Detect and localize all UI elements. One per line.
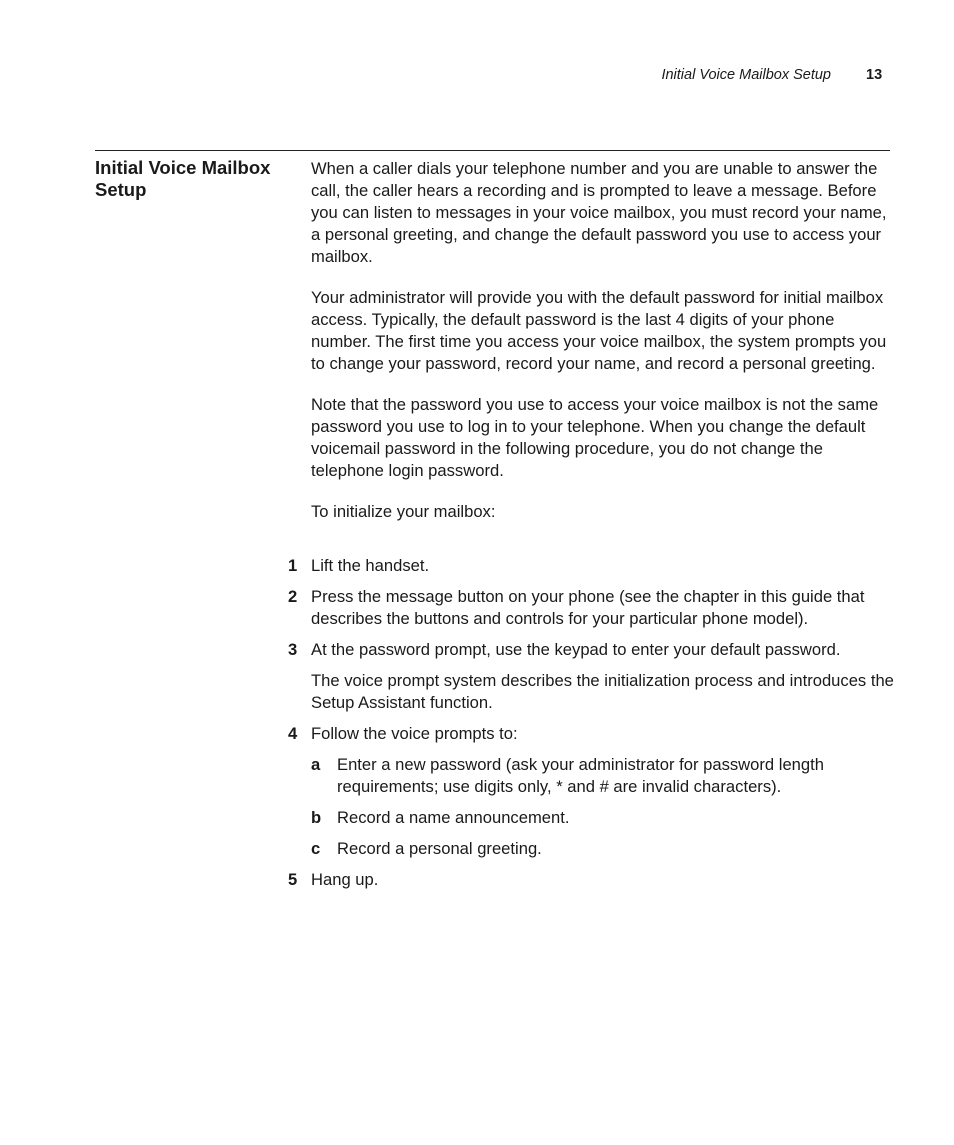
substep-text: Enter a new password (ask your administrator for password length requirements; use digits only, * and # are invalid characters). — [337, 755, 824, 796]
step-item — [286, 639, 896, 661]
step-number: 3 — [288, 640, 298, 659]
step-text: At the password prompt, use the keypad to enter your default password. — [311, 640, 841, 659]
running-title: Initial Voice Mailbox Setup — [661, 67, 831, 83]
step-item — [286, 723, 896, 745]
procedure-steps — [286, 555, 896, 900]
step-note: The voice prompt system describes the initialization process and introduces the Setup Assistant function. — [311, 671, 894, 712]
step-text: Press the message button on your phone (see the chapter in this guide that describes the buttons and controls for your particular phone model). — [311, 587, 865, 628]
substep-letter: a — [311, 755, 321, 774]
substep-item — [286, 807, 896, 829]
step-number: 2 — [288, 587, 298, 606]
note-paragraph: Note that the password you use to access your voice mailbox is not the same password you use to log in to your telephone. When you change the default voicemail password in the following procedure, you do not change the telephone login password. — [311, 395, 879, 480]
step-item — [286, 555, 896, 577]
step-item — [286, 869, 896, 891]
step-number: 1 — [288, 556, 298, 575]
section-title: Initial Voice Mailbox Setup — [95, 157, 271, 200]
procedure-intro: To initialize your mailbox: — [311, 502, 496, 521]
substep-text: Record a name announcement. — [337, 808, 570, 827]
step-text: Lift the handset. — [311, 556, 430, 575]
substep-item — [286, 838, 896, 860]
password-paragraph: Your administrator will provide you with the default password for initial mailbox access. Typically, the default password is the last 4 digits of your phone number. The first time you access your voice mailbox, the system prompts you to change your password, record your name, and record a personal greeting. — [311, 288, 887, 373]
substep-text: Record a personal greeting. — [337, 839, 542, 858]
substep-item — [286, 754, 896, 798]
step-number: 4 — [288, 724, 298, 743]
page-number: 13 — [866, 67, 883, 83]
step-text: Follow the voice prompts to: — [311, 724, 518, 743]
running-header — [0, 67, 954, 87]
substep-letter: b — [311, 808, 322, 827]
intro-paragraph: When a caller dials your telephone number and you are unable to answer the call, the caller hears a recording and is prompted to leave a message. Before you can listen to messages in your voice mailbox, you must record your name, a personal greeting, and change the default password you use to access your mailbox. — [311, 159, 887, 266]
step-number: 5 — [288, 870, 298, 889]
step-text: Hang up. — [311, 870, 379, 889]
substep-letter: c — [311, 839, 321, 858]
section-divider — [95, 150, 890, 151]
section-body — [311, 158, 893, 542]
step-item — [286, 586, 896, 630]
